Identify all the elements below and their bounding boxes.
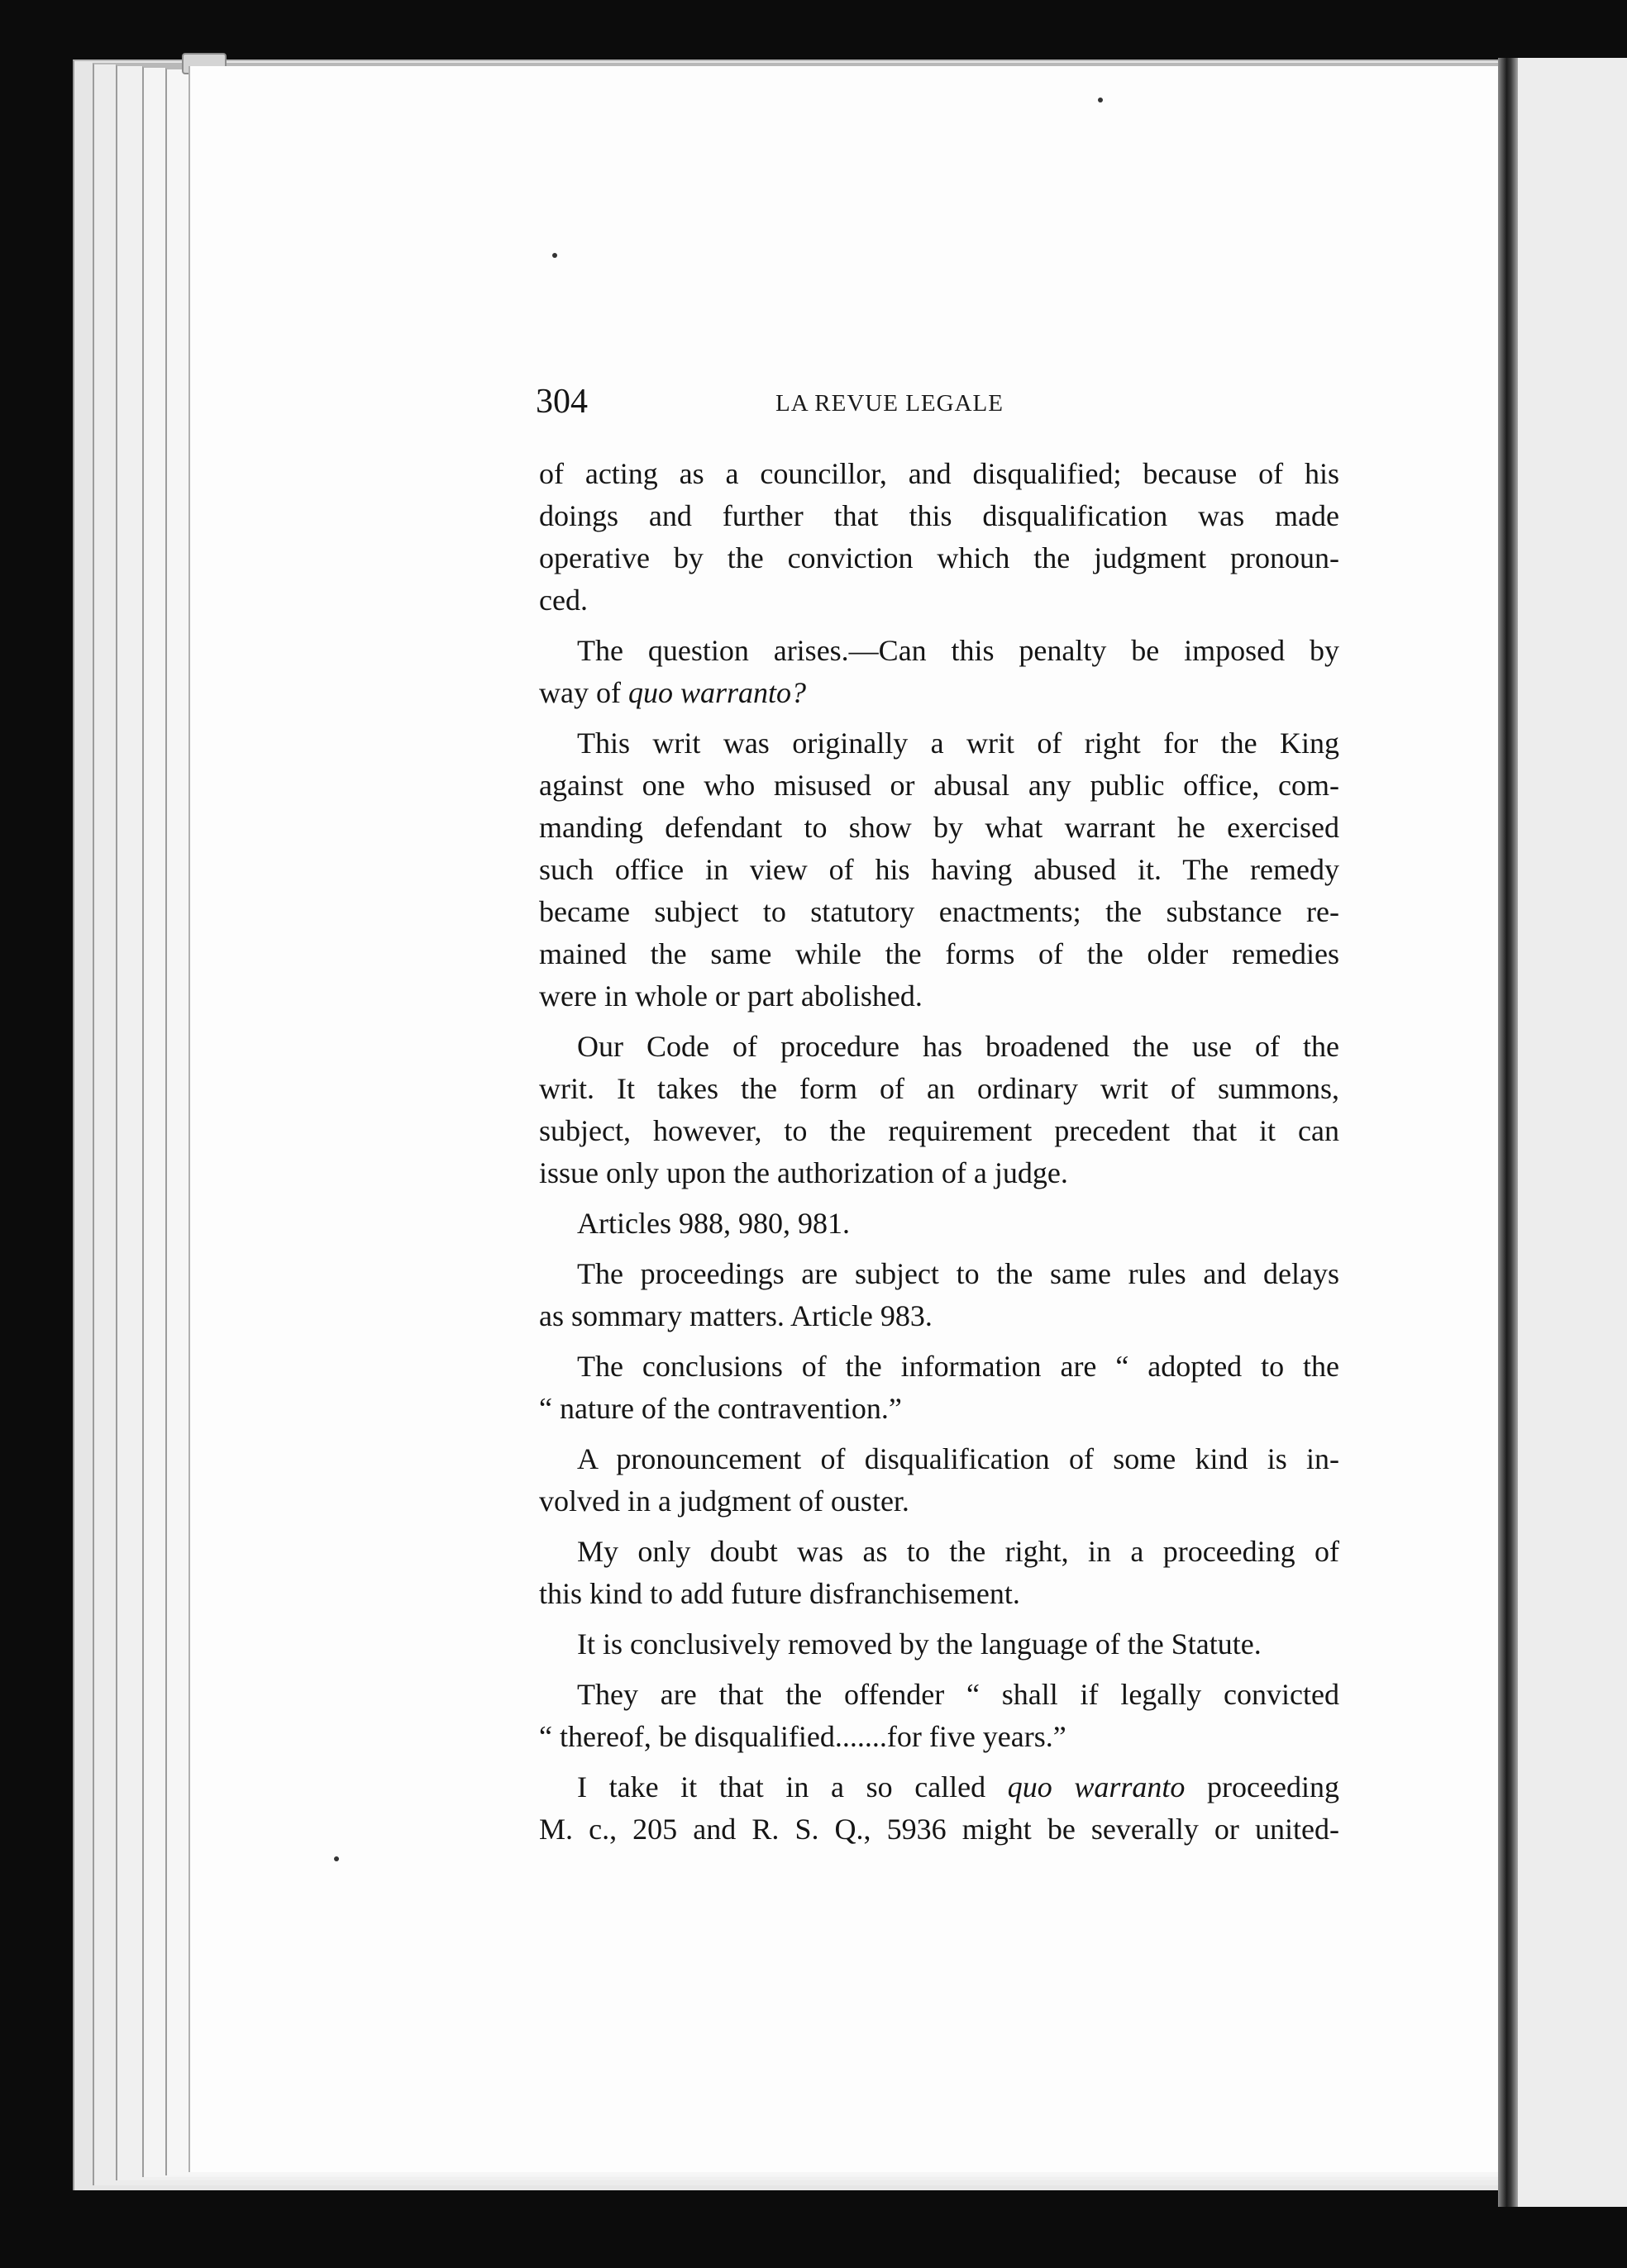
text-line: as sommary matters. Article 983. <box>539 1299 933 1332</box>
text-line: My only doubt was as to the right, in a proceeding of <box>577 1535 1339 1568</box>
text-line: “ nature of the contravention.” <box>539 1392 902 1425</box>
text-run: proceeding <box>1185 1770 1339 1803</box>
paragraph <box>539 1674 1339 1758</box>
italic-term: quo warranto <box>1007 1770 1186 1803</box>
text-line: A pronouncement of disqualification of some kind is in- <box>577 1442 1339 1475</box>
text-line: Our Code of procedure has broadened the use of the <box>577 1030 1339 1063</box>
text-line: Articles 988, 980, 981. <box>577 1207 850 1240</box>
italic-term: quo warranto? <box>627 676 807 709</box>
paragraph <box>539 1438 1339 1522</box>
paragraph <box>539 1766 1339 1851</box>
text-line: The conclusions of the information are “ adopted to the <box>577 1350 1339 1383</box>
paragraph <box>539 1026 1339 1194</box>
text-line: operative by the conviction which the judgment pronoun- <box>539 541 1339 574</box>
paragraph <box>539 630 1339 714</box>
text-line <box>539 672 1339 714</box>
text-line <box>539 1766 1339 1808</box>
book-gutter <box>1498 58 1520 2207</box>
text-line: They are that the offender “ shall if legally convicted <box>577 1678 1339 1711</box>
scan-speck <box>552 253 557 258</box>
text-line: such office in view of his having abused it. The remedy <box>539 853 1339 886</box>
text-run: I take it that in a so called <box>577 1770 1008 1803</box>
scan-speck <box>1098 98 1103 102</box>
running-head: LA REVUE LEGALE <box>775 390 1004 417</box>
text-line: The question arises.—Can this penalty be imposed by <box>577 634 1339 667</box>
text-run: way of <box>539 676 628 709</box>
paragraph <box>539 1253 1339 1337</box>
text-line: subject, however, to the requirement precedent that it can <box>539 1114 1339 1147</box>
facing-page <box>1518 58 1627 2207</box>
text-line: It is conclusively removed by the language of the Statute. <box>577 1627 1262 1660</box>
text-line: of acting as a councillor, and disqualified; because of his <box>539 457 1339 490</box>
paragraph <box>539 1623 1339 1665</box>
text-line: were in whole or part abolished. <box>539 979 923 1012</box>
page-number: 304 <box>536 383 588 421</box>
text-line: ced. <box>539 584 588 617</box>
text-line: against one who misused or abusal any public office, com- <box>539 769 1339 802</box>
body-text <box>539 453 1339 1859</box>
paragraph <box>539 453 1339 622</box>
page-header <box>536 382 1362 431</box>
text-line: manding defendant to show by what warrant he exercised <box>539 811 1339 844</box>
text-line: became subject to statutory enactments; the substance re- <box>539 895 1339 928</box>
text-line: M. c., 205 and R. S. Q., 5936 might be severally or united- <box>539 1813 1339 1846</box>
text-line: writ. It takes the form of an ordinary writ of summons, <box>539 1072 1339 1105</box>
text-line: The proceedings are subject to the same rules and delays <box>577 1257 1339 1290</box>
paragraph <box>539 1531 1339 1615</box>
text-line: “ thereof, be disqualified.......for five years.” <box>539 1720 1066 1753</box>
paragraph <box>539 1346 1339 1430</box>
text-line: this kind to add future disfranchisement. <box>539 1577 1020 1610</box>
paragraph <box>539 722 1339 1017</box>
text-line: issue only upon the authorization of a judge. <box>539 1156 1068 1189</box>
paragraph <box>539 1203 1339 1245</box>
text-line: volved in a judgment of ouster. <box>539 1484 909 1518</box>
text-line: This writ was originally a writ of right for the King <box>577 727 1339 760</box>
text-line: doings and further that this disqualification was made <box>539 499 1339 532</box>
scan-speck <box>334 1856 339 1861</box>
text-line: mained the same while the forms of the older remedies <box>539 937 1339 970</box>
